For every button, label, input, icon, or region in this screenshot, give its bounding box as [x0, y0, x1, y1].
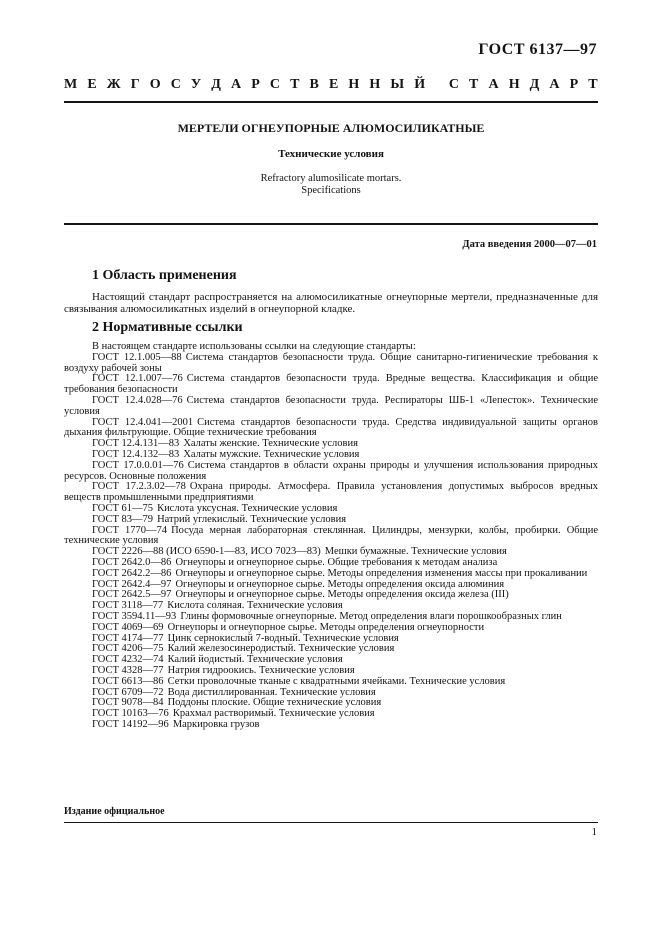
banner-letter: Т	[588, 77, 598, 92]
banner-letter: Е	[328, 77, 339, 92]
reference-item	[64, 526, 598, 548]
reference-code: ГОСТ 12.4.131—83	[92, 438, 180, 450]
reference-item	[64, 396, 598, 418]
reference-code: ГОСТ 4328—77	[92, 664, 164, 676]
reference-code: ГОСТ 1770—74	[92, 524, 168, 536]
reference-title: Крахмал растворимый. Технические условия	[172, 708, 375, 720]
interstate-standard-banner	[64, 77, 598, 93]
english-title-line-2: Specifications	[301, 185, 361, 196]
banner-letter: Д	[211, 77, 221, 92]
reference-title: Калий железосинеродистый. Технические условия	[167, 643, 395, 655]
banner-letter: Г	[130, 77, 140, 92]
reference-title: Сетки проволочные тканые с квадратными ячейками. Технические условия	[167, 675, 506, 687]
standard-code: ГОСТ 6137—97	[478, 41, 597, 58]
english-title	[64, 173, 598, 197]
reference-code: ГОСТ 6613—86	[92, 675, 164, 687]
reference-code: ГОСТ 12.4.132—83	[92, 448, 180, 460]
banner-letter: Е	[87, 77, 97, 92]
reference-code: ГОСТ 12.1.007—76	[92, 373, 183, 385]
reference-title: Система стандартов безопасности труда. Респираторы ШБ-1 «Лепесток». Технические условия	[64, 394, 599, 417]
reference-code: ГОСТ 83—79	[92, 513, 154, 525]
reference-title: Огнеупоры и огнеупорное сырье. Методы определения изменения массы при прокаливании	[175, 567, 588, 579]
reference-title: Халаты женские. Технические условия	[183, 438, 358, 450]
reference-item	[64, 418, 598, 440]
reference-title: Кислота соляная. Технические условия	[167, 600, 343, 612]
reference-title: Огнеупоры и огнеупорное сырье. Общие требования к методам анализа	[175, 556, 498, 568]
banner-letter: А	[231, 77, 242, 92]
document-title: МЕРТЕЛИ ОГНЕУПОРНЫЕ АЛЮМОСИЛИКАТНЫЕ	[177, 121, 485, 135]
reference-item	[64, 353, 598, 375]
reference-title: Кислота уксусная. Технические условия	[157, 502, 338, 514]
header-divider-bottom	[64, 223, 598, 225]
reference-title: Халаты мужские. Технические условия	[183, 448, 360, 460]
reference-title: Огнеупоры и огнеупорное сырье. Методы определения огнеупорности	[167, 621, 485, 633]
banner-letter: Н	[369, 77, 381, 92]
banner-letter: Н	[508, 77, 520, 92]
reference-code: ГОСТ 12.4.041—2001	[92, 416, 194, 428]
reference-code: ГОСТ 12.4.028—76	[92, 394, 183, 406]
section-1-text: Настоящий стандарт распространяется на алюмосиликатные огнеупорные мертели, предназначенные для связывания алюмосиликатных изделий в огнеупорной кладке.	[64, 291, 598, 315]
reference-title: Глины формовочные огнеупорные. Метод определения влаги порошкообразных глин	[180, 610, 562, 622]
reference-title: Калий йодистый. Технические условия	[167, 654, 343, 666]
banner-letter: М	[64, 77, 78, 92]
banner-letter: С	[269, 77, 281, 92]
reference-title: Вода дистиллированная. Технические условия	[167, 686, 376, 698]
document-subtitle: Технические условия	[278, 148, 384, 160]
reference-code: ГОСТ 9078—84	[92, 697, 164, 709]
english-title-line-1: Refractory alumosilicate mortars.	[260, 173, 402, 184]
reference-title: Цинк сернокислый 7-водный. Технические условия	[167, 632, 399, 644]
reference-code: ГОСТ 14192—96	[92, 718, 169, 730]
reference-title: Натрий углекислый. Технические условия	[157, 513, 347, 525]
banner-letter: Т	[469, 77, 479, 92]
reference-code: ГОСТ 61—75	[92, 502, 154, 514]
normative-references-list	[64, 342, 598, 731]
page-number: 1	[591, 826, 597, 838]
reference-title: Охрана природы. Атмосфера. Правила установления допустимых выбросов вредных веществ промышленными предприятиями	[64, 481, 599, 504]
references-intro: В настоящем стандарте использованы ссылки на следующие стандарты:	[92, 341, 416, 352]
reference-code: ГОСТ 10163—76	[92, 708, 169, 720]
reference-code: ГОСТ 2642.5—97	[92, 589, 172, 601]
footer-divider	[64, 822, 598, 823]
reference-code: ГОСТ 4232—74	[92, 654, 164, 666]
banner-letter: У	[190, 77, 202, 92]
reference-code: ГОСТ 2642.4—97	[92, 578, 172, 590]
introduction-date: Дата введения 2000—07—01	[462, 239, 597, 250]
banner-letter: О	[149, 77, 161, 92]
reference-item	[64, 374, 598, 396]
header-divider-top	[64, 101, 598, 103]
banner-letter: Р	[569, 77, 579, 92]
banner-letter: Р	[251, 77, 260, 92]
banner-letter: В	[309, 77, 319, 92]
reference-code: ГОСТ 3594.11—93	[92, 610, 177, 622]
reference-code: ГОСТ 4206—75	[92, 643, 164, 655]
reference-title: Огнеупоры и огнеупорное сырье. Методы определения оксида алюминия	[175, 578, 505, 590]
reference-title: Система стандартов безопасности труда. Вредные вещества. Классификация и общие требования безопасности	[64, 373, 599, 396]
banner-spacer	[435, 77, 439, 93]
reference-code: ГОСТ 3118—77	[92, 600, 164, 612]
reference-title: Мешки бумажные. Технические условия	[324, 546, 507, 558]
reference-item	[64, 482, 598, 504]
banner-letter: А	[549, 77, 560, 92]
banner-letter: С	[448, 77, 459, 92]
reference-code: ГОСТ 2226—88 (ИСО 6590-1—83, ИСО 7023—83)	[92, 546, 321, 558]
banner-letter: С	[170, 77, 181, 92]
reference-item	[64, 461, 598, 483]
reference-title: Система стандартов безопасности труда. Средства индивидуальной защиты органов дыхания фильтрующие. Общие технические требования	[64, 416, 598, 439]
reference-code: ГОСТ 12.1.005—88	[92, 351, 182, 363]
reference-title: Натрия гидроокись. Технические условия	[167, 664, 355, 676]
section-2-heading: 2 Нормативные ссылки	[92, 320, 243, 335]
banner-letter: Д	[529, 77, 540, 92]
banner-letter: Ы	[390, 77, 405, 92]
reference-code: ГОСТ 4069—69	[92, 621, 164, 633]
reference-title: Посуда мерная лабораторная стеклянная. Цилиндры, мензурки, колбы, пробирки. Общие технические условия	[64, 524, 599, 547]
reference-title: Маркировка грузов	[172, 718, 260, 730]
reference-title: Система стандартов безопасности труда. Общие санитарно-гигиенические требования к воздуху рабочей зоны	[64, 351, 598, 374]
section-1-heading: 1 Область применения	[92, 268, 237, 283]
banner-letter: А	[488, 77, 499, 92]
banner-letter: Н	[348, 77, 360, 92]
reference-code: ГОСТ 2642.2—86	[92, 567, 172, 579]
official-edition-label: Издание официальное	[64, 806, 165, 817]
reference-code: ГОСТ 17.2.3.02—78	[92, 481, 186, 493]
reference-title: Поддоны плоские. Общие технические условия	[167, 697, 382, 709]
reference-code: ГОСТ 4174—77	[92, 632, 164, 644]
reference-item	[64, 720, 598, 731]
reference-title: Огнеупоры и огнеупорное сырье. Методы определения оксида железа (III)	[175, 589, 509, 601]
banner-letter: Т	[290, 77, 300, 92]
reference-code: ГОСТ 2642.0—86	[92, 556, 172, 568]
reference-code: ГОСТ 17.0.0.01—76	[92, 459, 184, 471]
reference-code: ГОСТ 6709—72	[92, 686, 164, 698]
banner-letter: Й	[414, 77, 426, 92]
banner-letter: Ж	[106, 77, 121, 92]
reference-title: Система стандартов в области охраны природы и улучшения использования природных ресурсов. Основные положения	[64, 459, 598, 482]
